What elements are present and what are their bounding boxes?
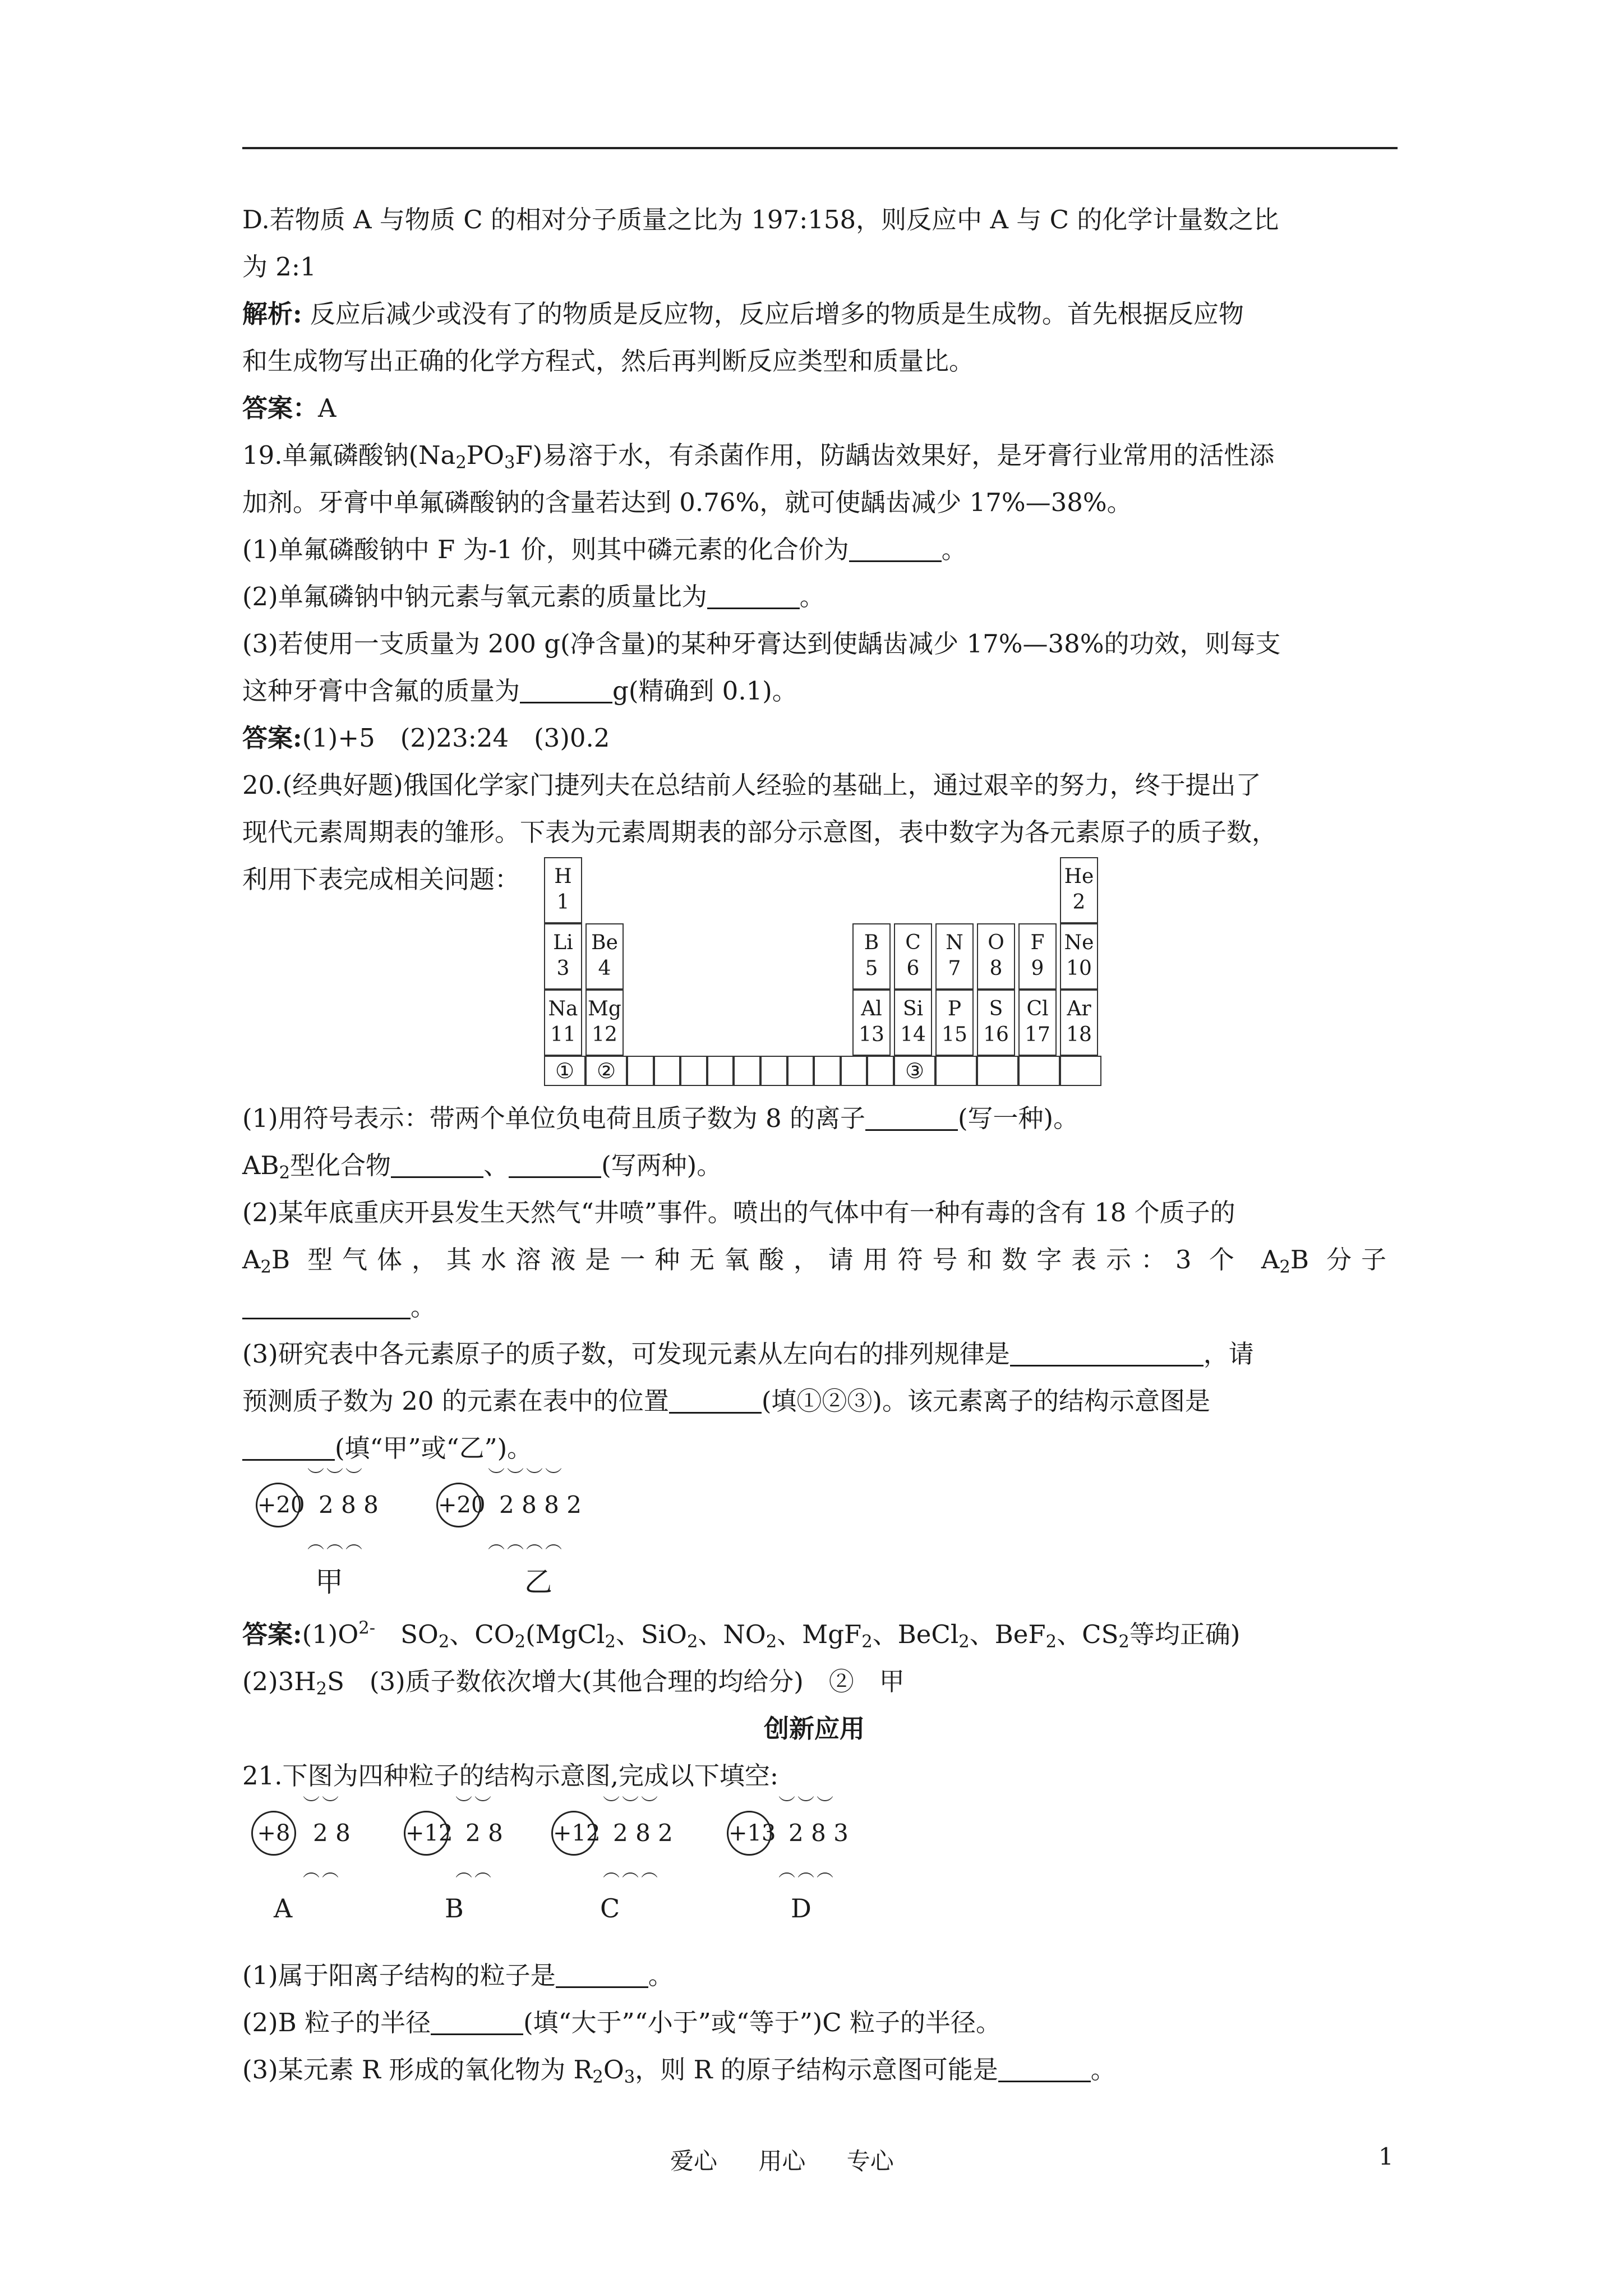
answer-blank[interactable] <box>520 677 612 703</box>
answer-blank[interactable] <box>998 2055 1091 2082</box>
element-cell-o <box>977 923 1015 990</box>
section-title: 创新应用 <box>763 1714 865 1743</box>
shell-arcs-bottom: ︵︵ <box>455 1861 494 1881</box>
header-rule <box>242 147 1398 149</box>
shell-arcs-bottom: ︵︵︵ <box>603 1861 660 1881</box>
answer-blank[interactable] <box>865 1104 958 1131</box>
q20-answer <box>242 1611 1386 1800</box>
proton-number: 1 <box>556 891 570 914</box>
particle-label-c: C <box>600 1893 620 1924</box>
proton-number: 4 <box>598 957 611 980</box>
element-cell-na <box>544 990 582 1056</box>
particle-label-d: D <box>791 1893 811 1924</box>
q19-stem: 19.单氟磷酸钠$(Na_2PO_3F)$易溶于水，有杀菌作用，防龋齿效果好，是牙膏行业常用的活性添 加剂。牙膏中单氟磷酸钠的含量若达到 0.76%，就可使龋齿减少 17%—38%。 <box>242 440 1275 517</box>
q20-stem: 20.(经典好题)俄国化学家门捷列夫在总结前人经验的基础上，通过艰辛的努力，终于提出了 现代元素周期表的雏形。下表为元素周期表的部分示意图，表中数字为各元素原子的质子数， 利用下表完成相关问题： <box>242 770 1278 894</box>
q19-sub3: (3)若使用一支质量为 200 g(净含量)的某种牙膏达到使龋齿减少 17%—38%的功效，则每支 这种牙膏中含氟的质量为 g(精确到 0.1)。 <box>242 629 1281 706</box>
diagram-label-yi: 乙 <box>524 1566 552 1598</box>
element-cell-h <box>544 857 582 923</box>
element-cell-b <box>852 923 891 990</box>
element-symbol: Al <box>861 997 882 1020</box>
q18-option-d: D.若物质 A 与物质 C 的相对分子质量之比为 197:158，则反应中 A 与 C 的化学计量数之比 为 2:1 <box>242 205 1279 282</box>
element-symbol: S <box>989 997 1003 1020</box>
q20-questions <box>242 1095 1386 1472</box>
proton-number: 17 <box>1025 1023 1050 1046</box>
document-body <box>242 196 1386 903</box>
element-symbol: Ar <box>1067 997 1091 1020</box>
element-symbol: H <box>554 865 572 888</box>
q21-sub1: (1)属于阳离子结构的粒子是 。 <box>242 1961 674 1990</box>
proton-number: 18 <box>1066 1023 1092 1046</box>
answer-blank[interactable] <box>556 1961 648 1988</box>
element-cell-li <box>544 923 582 990</box>
proton-number: 2 <box>1072 891 1086 914</box>
shell-arcs-top: ︶︶︶︶ <box>488 1467 564 1487</box>
period4-slot <box>1060 1056 1101 1086</box>
element-cell-mg <box>585 990 624 1056</box>
element-symbol: F <box>1030 931 1045 954</box>
period4-slot <box>707 1056 734 1086</box>
shell-arcs-bottom: ︵︵︵ <box>307 1533 365 1553</box>
proton-number: 16 <box>983 1023 1009 1046</box>
electron-shells: 2 8 <box>465 1819 503 1847</box>
shell-arcs-top: ︶︶ <box>455 1795 494 1815</box>
period4-slot: ② <box>585 1056 627 1086</box>
nucleus: +12 <box>551 1811 596 1856</box>
element-symbol: Na <box>548 997 578 1020</box>
q20-sub2: (2)某年底重庆开县发生天然气“井喷”事件。喷出的气体中有一种有毒的含有 18 个质子的 $A_2B$ 型气体，其水溶液是一种无氧酸，请用符号和数字表示：3 个 $A_2B$ 分子 。 <box>242 1198 1386 1322</box>
proton-number: 11 <box>550 1023 576 1046</box>
period4-slot <box>760 1056 787 1086</box>
proton-number: 10 <box>1066 957 1092 980</box>
shell-arcs-top: ︶︶︶ <box>307 1467 365 1487</box>
proton-number: 14 <box>900 1023 926 1046</box>
answer-blank[interactable] <box>849 535 942 562</box>
period4-slot <box>841 1056 868 1086</box>
element-symbol: P <box>947 997 962 1020</box>
period4-slot: ③ <box>894 1056 935 1086</box>
element-cell-al <box>852 990 891 1056</box>
element-cell-f <box>1018 923 1057 990</box>
diagram-label-jia: 甲 <box>315 1566 343 1598</box>
element-symbol: Li <box>553 931 573 954</box>
q19-sub2: (2)单氟磷钠中钠元素与氧元素的质量比为 。 <box>242 582 825 611</box>
element-cell-s <box>977 990 1015 1056</box>
proton-number: 9 <box>1031 957 1044 980</box>
answer-blank[interactable] <box>707 582 800 609</box>
shell-arcs-top: ︶︶︶ <box>778 1795 836 1815</box>
page-number: 1 <box>1378 2143 1394 2170</box>
period4-slot <box>734 1056 760 1086</box>
proton-number: 3 <box>556 957 570 980</box>
particle-label-b: B <box>445 1893 464 1924</box>
period4-slot <box>1018 1056 1060 1086</box>
proton-number: 15 <box>942 1023 967 1046</box>
proton-number: 5 <box>865 957 878 980</box>
electron-shells: 2 8 8 <box>319 1491 379 1519</box>
proton-number: 7 <box>948 957 961 980</box>
answer-blank[interactable] <box>509 1151 601 1178</box>
answer-blank[interactable] <box>1010 1340 1204 1366</box>
period4-slot <box>680 1056 707 1086</box>
answer-blank[interactable] <box>242 1434 335 1461</box>
q21-sub2: (2)B 粒子的半径 (填“大于”“小于”或“等于”)C 粒子的半径。 <box>242 2008 1002 2037</box>
footer-motto: 爱心 用心 专心 <box>670 2147 894 2175</box>
element-cell-be <box>585 923 624 990</box>
element-cell-n <box>935 923 974 990</box>
shell-arcs-bottom: ︵︵ <box>303 1861 341 1881</box>
q20-sub3: (3)研究表中各元素原子的质子数，可发现元素从左向右的排列规律是 ，请 预测质子数为 20 的元素在表中的位置 (填①②③)。该元素离子的结构示意图是 (填“甲”或“乙”)。 <box>242 1339 1254 1463</box>
nucleus: +12 <box>404 1811 449 1856</box>
q20-answer-line2: $(2)3H_2S$ (3)质子数依次增大(其他合理的均给分) ② 甲 <box>242 1667 905 1699</box>
q20-answer-line1: 答案$:(1)O^{2-}$ $SO_2$、$CO_2(MgCl_2$、SiO$_2$、$NO_2$、MgF$_2$、BeCl$_2$、BeF$_2$、$CS_2$等均正确) <box>242 1618 1241 1652</box>
element-symbol: B <box>864 931 879 954</box>
element-symbol: Mg <box>588 997 621 1020</box>
period4-slot <box>627 1056 654 1086</box>
nucleus: +13 <box>727 1811 772 1856</box>
period4-slot: ① <box>544 1056 585 1086</box>
period4-slot <box>814 1056 841 1086</box>
q18-analysis: 解析: 反应后减少或没有了的物质是反应物，反应后增多的物质是生成物。首先根据反应物 和生成物写出正确的化学方程式，然后再判断反应类型和质量比。 <box>242 299 1244 376</box>
element-cell-p <box>935 990 974 1056</box>
q21-questions <box>242 1952 1386 2093</box>
period4-slot <box>935 1056 977 1086</box>
nucleus: +20 <box>256 1483 301 1527</box>
electron-shells: 2 8 2 <box>613 1819 673 1847</box>
period4-slot <box>787 1056 814 1086</box>
element-symbol: C <box>905 931 921 954</box>
q21-intro: 21.下图为四种粒子的结构示意图,完成以下填空: <box>242 1761 779 1791</box>
period4-slot <box>654 1056 681 1086</box>
q19-sub1: (1)单氟磷酸钠中 F 为-1 价，则其中磷元素的化合价为 。 <box>242 535 967 564</box>
answer-blank[interactable] <box>242 1292 411 1319</box>
element-cell-he <box>1060 857 1098 923</box>
q19-answer: 答案:(1)+5 (2)23:24 (3)0.2 <box>242 723 610 753</box>
element-symbol: O <box>988 931 1004 954</box>
q20-sub1: (1)用符号表示：带两个单位负电荷且质子数为 8 的离子 (写一种)。 $AB_2$型化合物 、 (写两种)。 <box>242 1103 1079 1183</box>
element-symbol: Ne <box>1064 931 1094 954</box>
element-symbol: N <box>946 931 963 954</box>
element-cell-ne <box>1060 923 1098 990</box>
proton-number: 8 <box>989 957 1003 980</box>
particle-label-a: A <box>274 1893 293 1924</box>
shell-arcs-bottom: ︵︵︵ <box>778 1861 836 1881</box>
element-cell-cl <box>1018 990 1057 1056</box>
element-cell-ar <box>1060 990 1098 1056</box>
period4-slot <box>867 1056 894 1086</box>
nucleus: +20 <box>436 1483 481 1527</box>
nucleus: +8 <box>251 1811 296 1856</box>
element-symbol: He <box>1064 865 1094 888</box>
electron-shells: 2 8 3 <box>789 1819 849 1847</box>
period4-slot <box>977 1056 1018 1086</box>
proton-number: 12 <box>592 1023 617 1046</box>
element-symbol: Si <box>902 997 924 1020</box>
proton-number: 6 <box>906 957 920 980</box>
element-cell-si <box>894 990 932 1056</box>
electron-shells: 2 8 8 2 <box>499 1491 582 1519</box>
shell-arcs-top: ︶︶︶ <box>603 1795 660 1815</box>
element-cell-c <box>894 923 932 990</box>
q18-answer: 答案：A <box>242 393 336 423</box>
proton-number: 13 <box>859 1023 884 1046</box>
answer-blank[interactable] <box>391 1151 483 1178</box>
answer-blank[interactable] <box>431 2008 523 2035</box>
element-symbol: Be <box>591 931 618 954</box>
shell-arcs-top: ︶︶ <box>303 1795 341 1815</box>
periodic-table <box>544 857 1094 1087</box>
answer-blank[interactable] <box>669 1387 762 1414</box>
q21-sub3: (3)某元素 R 形成的氧化物为 $R_2O_3$，则 R 的原子结构示意图可能是 。 <box>242 2055 1116 2087</box>
electron-shells: 2 8 <box>313 1819 351 1847</box>
shell-arcs-bottom: ︵︵︵︵ <box>488 1533 564 1553</box>
element-symbol: Cl <box>1026 997 1049 1020</box>
